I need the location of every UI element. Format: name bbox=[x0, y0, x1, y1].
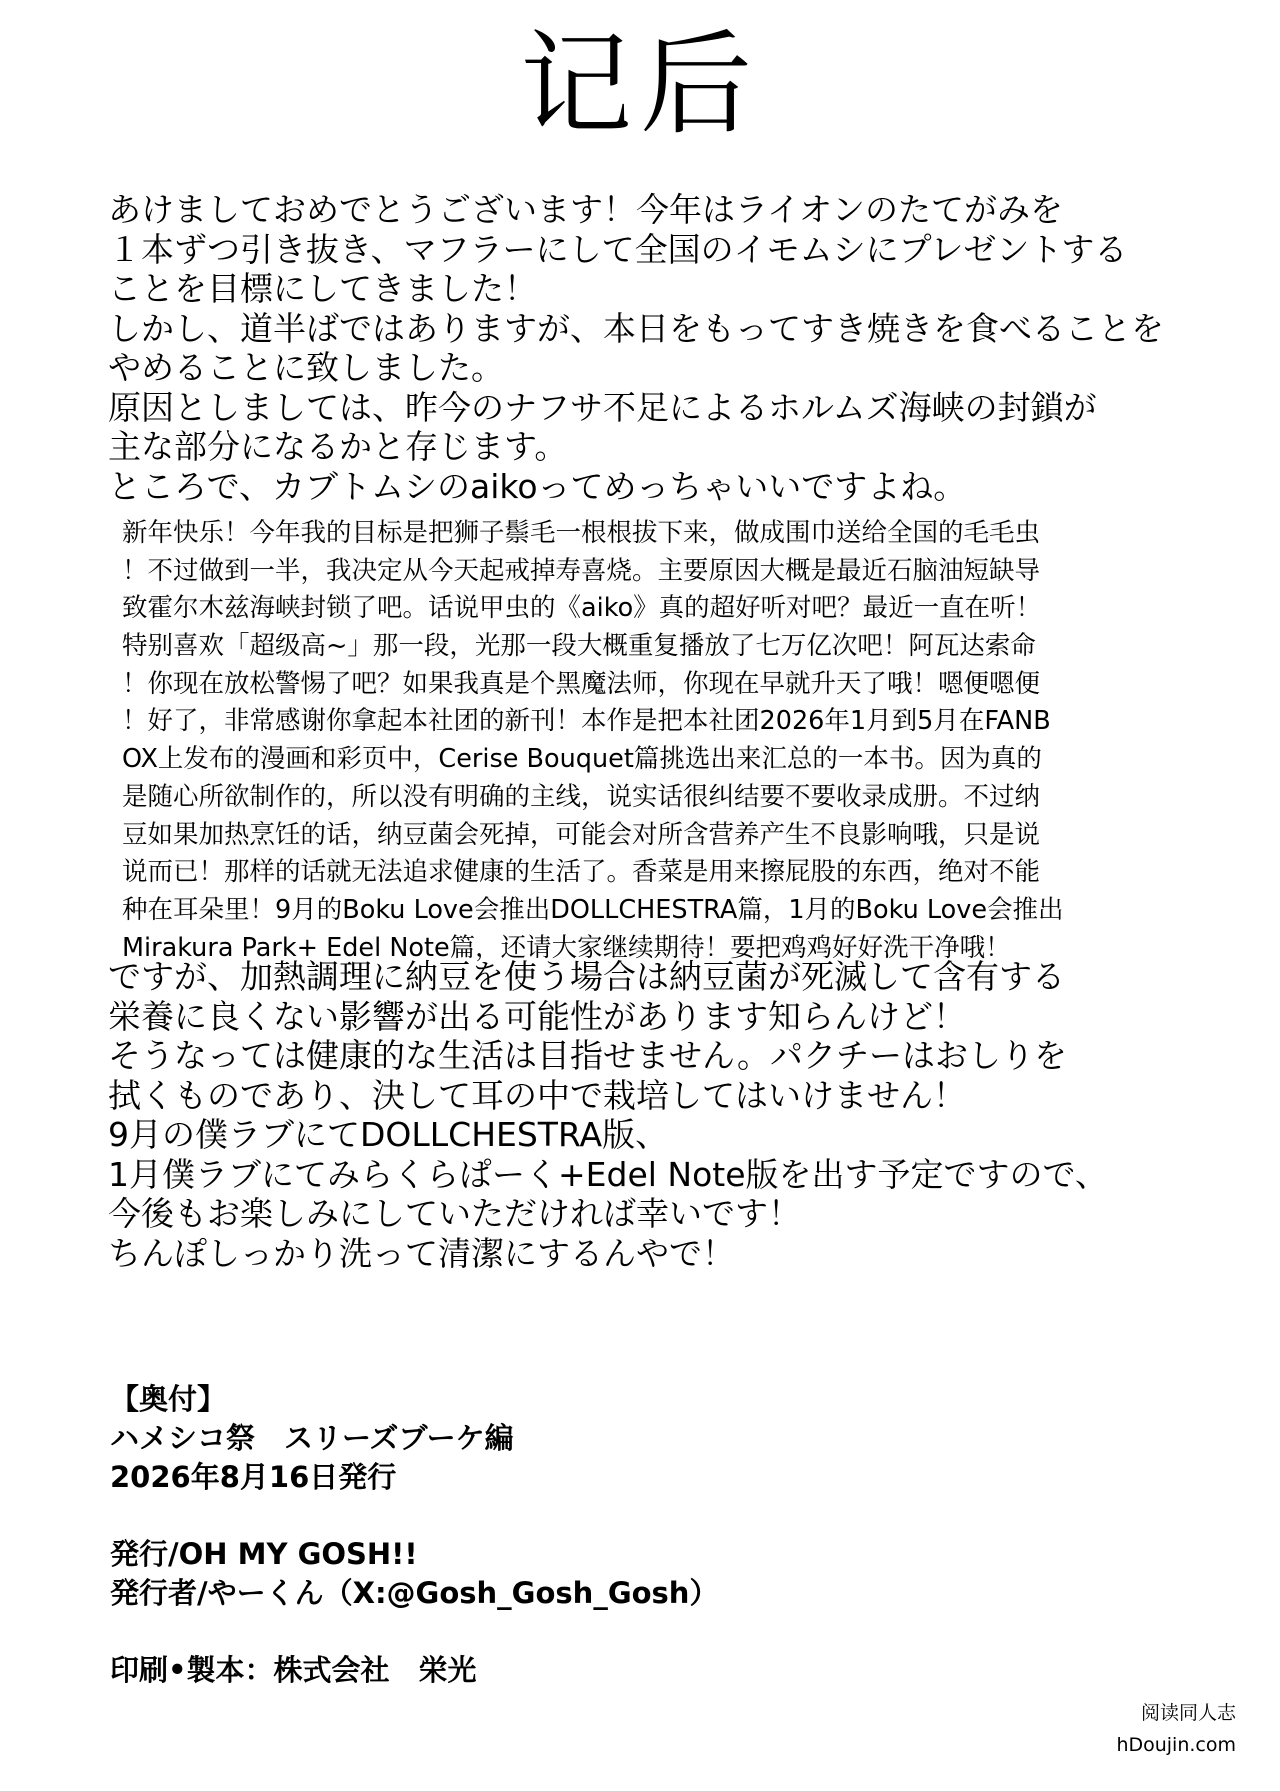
text-line: 1月僕ラブにてみらくらぱーく+Edel Note版を出す予定ですので、 bbox=[108, 1154, 1108, 1194]
colophon-publisher: 発行/OH MY GOSH!! bbox=[110, 1537, 418, 1571]
text-line: ！你现在放松警惕了吧？如果我真是个黑魔法师，你现在早就升天了哦！嗯便嗯便 bbox=[122, 668, 1041, 699]
text-line: ですが、加熱調理に納豆を使う場合は納豆菌が死滅して含有する bbox=[108, 957, 1065, 996]
text-line: ところで、カブトムシのaikoってめっちゃいいですよね。 bbox=[108, 466, 967, 506]
spacer bbox=[110, 1613, 1010, 1651]
text-line: しかし、道半ばではありますが、本日をもってすき焼きを食べることを bbox=[108, 308, 1164, 348]
spacer bbox=[110, 1497, 1010, 1535]
japanese-text-bottom bbox=[108, 957, 1238, 1273]
text-line: 致霍尔木兹海峡封锁了吧。话说甲虫的《aiko》真的超好听对吧？最近一直在听！ bbox=[122, 593, 1042, 624]
text-line: ちんぽしっかり洗って清潔にするんやで！ bbox=[108, 1233, 735, 1273]
text-line: 原因としましては、昨今のナフサ不足によるホルムズ海峡の封鎖が bbox=[108, 387, 1097, 427]
site-watermark bbox=[1116, 1697, 1236, 1761]
watermark-line2: hDoujin.com bbox=[1116, 1734, 1236, 1756]
colophon-book-title: ハメシコ祭 スリーズブーケ編 bbox=[110, 1421, 514, 1455]
text-line: Mirakura Park+ Edel Note篇，还请大家继续期待！要把鸡鸡好好洗干净哦！ bbox=[122, 932, 1011, 963]
text-line: 说而已！那样的话就无法追求健康的生活了。香菜是用来擦屁股的东西，绝对不能 bbox=[122, 857, 1041, 888]
chinese-translation-overlay bbox=[108, 515, 1208, 967]
text-line: ことを目標にしてきました！ bbox=[108, 269, 537, 308]
text-line: OX上发布的漫画和彩页中，Cerise Bouquet篇挑选出来汇总的一本书。因为真的 bbox=[122, 744, 1042, 775]
text-line: 豆如果加热烹饪的话，纳豆菌会死掉，可能会对所含营养产生不良影响哦，只是说 bbox=[122, 819, 1041, 850]
watermark-line1: 阅读同人志 bbox=[1140, 1702, 1236, 1724]
text-line: 主な部分になるかと存じます。 bbox=[108, 427, 568, 466]
text-line: 拭くものであり、決して耳の中で栽培してはいけません！ bbox=[108, 1075, 966, 1115]
text-line: 特别喜欢「超级高~」那一段，光那一段大概重复播放了七万亿次吧！阿瓦达索命 bbox=[122, 631, 1036, 662]
text-line: 种在耳朵里！9月的Boku Love会推出DOLLCHESTRA篇，1月的Boku Love会推出 bbox=[122, 894, 1064, 925]
text-line: あけましておめでとうございます！今年はライオンのたてがみを bbox=[108, 190, 1064, 229]
japanese-text-top bbox=[108, 190, 1238, 506]
text-line: やめることに致しました。 bbox=[108, 348, 504, 387]
colophon bbox=[110, 1380, 1010, 1690]
colophon-date: 2026年8月16日発行 bbox=[110, 1460, 397, 1494]
text-line: ！不过做到一半，我决定从今天起戒掉寿喜烧。主要原因大概是最近石脑油短缺导 bbox=[122, 555, 1041, 586]
colophon-issuer: 発行者/やーくん（X:@Gosh_Gosh_Gosh） bbox=[110, 1576, 719, 1610]
text-line: ！好了，非常感谢你拿起本社团的新刊！本作是把本社团2026年1月到5月在FANB bbox=[122, 706, 1051, 737]
text-line: １本ずつ引き抜き、マフラーにして全国のイモムシにプレゼントする bbox=[108, 229, 1128, 269]
text-line: 新年快乐！今年我的目标是把狮子鬃毛一根根拔下来，做成围巾送给全国的毛毛虫 bbox=[122, 518, 1041, 548]
page-title: 记后 bbox=[520, 20, 760, 150]
text-line: そうなっては健康的な生活は目指せません。パクチーはおしりを bbox=[108, 1036, 1067, 1075]
colophon-heading: 【奥付】 bbox=[110, 1382, 227, 1416]
text-line: 9月の僕ラブにてDOLLCHESTRA版、 bbox=[108, 1115, 669, 1154]
text-line: 是随心所欲制作的，所以没有明确的主线，说实话很纠结要不要收录成册。不过纳 bbox=[122, 781, 1041, 812]
text-line: 栄養に良くない影響が出る可能性があります知らんけど！ bbox=[108, 996, 966, 1036]
colophon-printer: 印刷•製本：株式会社 栄光 bbox=[110, 1653, 477, 1687]
text-line: 今後もお楽しみにしていただければ幸いです！ bbox=[108, 1194, 801, 1233]
